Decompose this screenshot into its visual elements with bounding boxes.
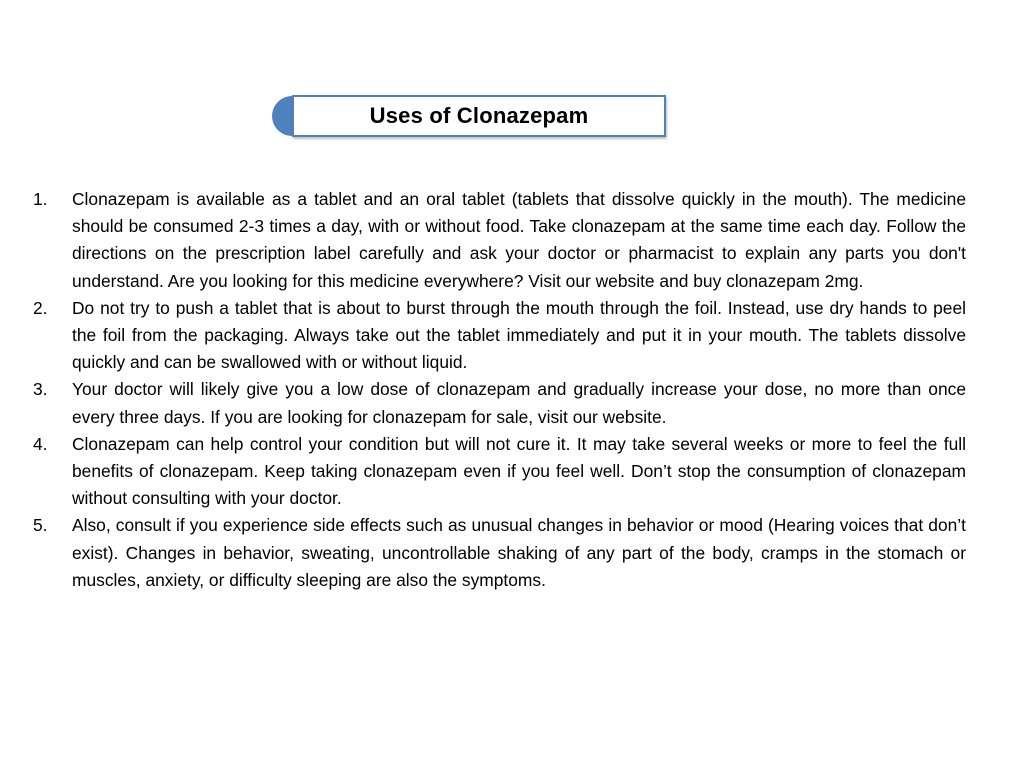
list-item-number: 5.	[33, 515, 48, 536]
list-item-number: 3.	[33, 379, 48, 400]
title-banner	[272, 95, 666, 139]
uses-list	[30, 186, 966, 594]
list-item-text: Clonazepam can help control your condition but will not cure it. It may take several weeks or more to feel the full benefits of clonazepam. Keep taking clonazepam even if you feel well. Don’t stop the consumption of clonazepam without consulting with your doctor.	[72, 433, 966, 509]
list-item-number: 2.	[33, 297, 48, 318]
list-item-number: 1.	[33, 189, 48, 209]
list-item	[30, 295, 966, 377]
list-item-text: Also, consult if you experience side effects such as unusual changes in behavior or mood (Hearing voices that don’t exist). Changes in behavior, sweating, uncontrollable shaking of any part of the body, cramps in the stomach or muscles, anxiety, or difficulty sleeping are also the symptoms.	[72, 515, 966, 590]
list-item-number: 4.	[33, 433, 48, 454]
list-item	[30, 376, 966, 430]
page-title: Uses of Clonazepam	[369, 103, 589, 128]
list-item-text: Clonazepam is available as a tablet and an oral tablet (tablets that dissolve quickly in the mouth). The medicine should be consumed 2-3 times a day, with or without food. Take clonazepam at the same time each day. Follow the directions on the prescription label carefully and ask your doctor or pharmacist to explain any parts you don't understand. Are you looking for this medicine everywhere? Visit our website and buy clonazepam 2mg.	[72, 189, 966, 291]
list-item	[30, 186, 966, 295]
title-box	[292, 95, 666, 137]
list-item	[30, 512, 966, 594]
list-item	[30, 431, 966, 513]
list-item-text: Your doctor will likely give you a low dose of clonazepam and gradually increase your dose, no more than once every three days. If you are looking for clonazepam for sale, visit our website.	[72, 379, 966, 427]
list-item-text: Do not try to push a tablet that is about to burst through the mouth through the foil. Instead, use dry hands to peel the foil from the packaging. Always take out the tablet immediately and put it in your mouth. The tablets dissolve quickly and can be swallowed with or without liquid.	[72, 297, 966, 373]
